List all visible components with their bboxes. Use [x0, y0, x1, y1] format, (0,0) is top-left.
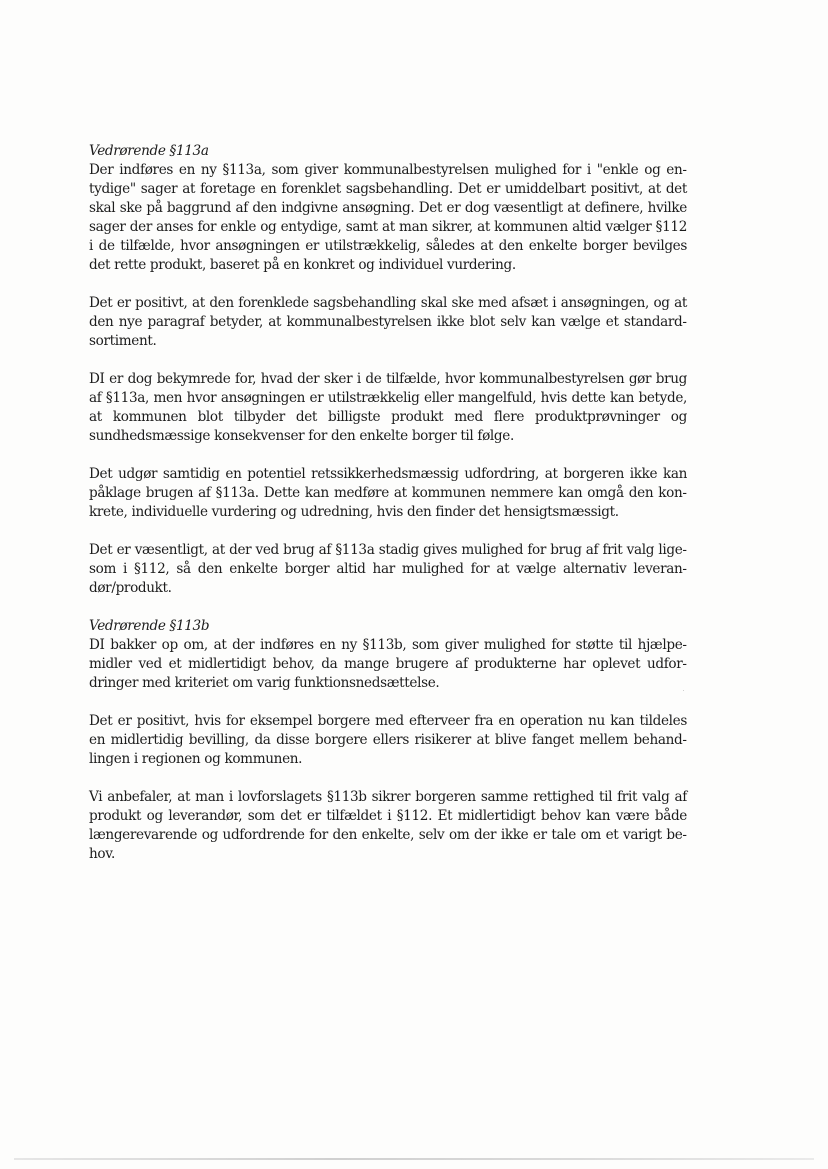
paragraph-113b-positive: Det er positivt, hvis for eksempel borgere med efterveer fra en operation nu kan tildeles en midlertidig bevilling, da disse borgere ellers risikerer at blive fanget mellem behandlingen i regionen og kommunen. [89, 713, 687, 767]
section-heading-113b: Vedrørende §113b [89, 618, 210, 634]
paragraph-113a-free-choice: Det er væsentligt, at der ved brug af §113a stadig gives mulighed for brug af frit valg ligesom i §112, så den enkelte borger altid har mulighed for at vælge alternativ leverandør/produkt. [89, 542, 687, 596]
paragraph-gap [89, 693, 687, 712]
paragraph-113a-legal-certainty: Det udgør samtidig en potentiel retssikkerhedsmæssig udfordring, at borgeren ikke kan påklage brugen af §113a. Dette kan medføre at kommunen nemmere kan omgå den konkrete, individuelle vurdering og udredning, hvis den finder det hensigtsmæssigt. [89, 466, 687, 520]
scan-bottom-edge [14, 1158, 814, 1160]
paragraph-gap [89, 275, 687, 294]
section-heading-113a: Vedrørende §113a [89, 143, 209, 159]
paragraph-gap [89, 522, 687, 541]
scan-speck [683, 690, 684, 691]
paragraph-113b-support: DI bakker op om, at der indføres en ny §113b, som giver mulighed for støtte til hjælpemidler ved et midlertidigt behov, da mange brugere af produkterne har oplevet udfordringer med kriteriet om varig funktionsnedsættelse. [89, 637, 687, 691]
paragraph-gap [89, 351, 687, 370]
paragraph-113a-positive: Det er positivt, at den forenklede sagsbehandling skal ske med afsæt i ansøgningen, og at den nye paragraf betyder, at kommunalbestyrelsen ikke blot selv kan vælge et standardsortiment. [89, 295, 687, 349]
paragraph-113b-recommendation: Vi anbefaler, at man i lovforslagets §113b sikrer borgeren samme rettighed til frit valg af produkt og leverandør, som det er tilfældet i §112. Et midlertidigt behov kan være både længerevarende og udfordrende for den enkelte, selv om der ikke er tale om et varigt behov. [89, 789, 687, 862]
paragraph-gap [89, 598, 687, 617]
paragraph-113a-intro: Der indføres en ny §113a, som giver kommunalbestyrelsen mulighed for i "enkle og entydige" sager at foretage en forenklet sagsbehandling. Det er umiddelbart positivt, at det skal ske på baggrund af den indgivne ansøgning. Det er dog væsentligt at definere, hvilke sager der anses for enkle og entydige, samt at man sikrer, at kommunen altid vælger §112 i de tilfælde, hvor ansøgningen er utilstrækkelig, således at den enkelte borger bevilges det rette produkt, baseret på en konkret og individuel vurdering. [89, 162, 687, 273]
paragraph-gap [89, 769, 687, 788]
paragraph-113a-concern: DI er dog bekymrede for, hvad der sker i de tilfælde, hvor kommunalbestyrelsen gør brug af §113a, men hvor ansøgningen er utilstrækkelig eller mangelfuld, hvis dette kan betyde, at kommunen blot tilbyder det billigste produkt med flere produktprøvninger og sundhedsmæssige konsekvenser for den enkelte borger til følge. [89, 371, 687, 444]
paragraph-gap [89, 446, 687, 465]
document-body [89, 142, 687, 864]
